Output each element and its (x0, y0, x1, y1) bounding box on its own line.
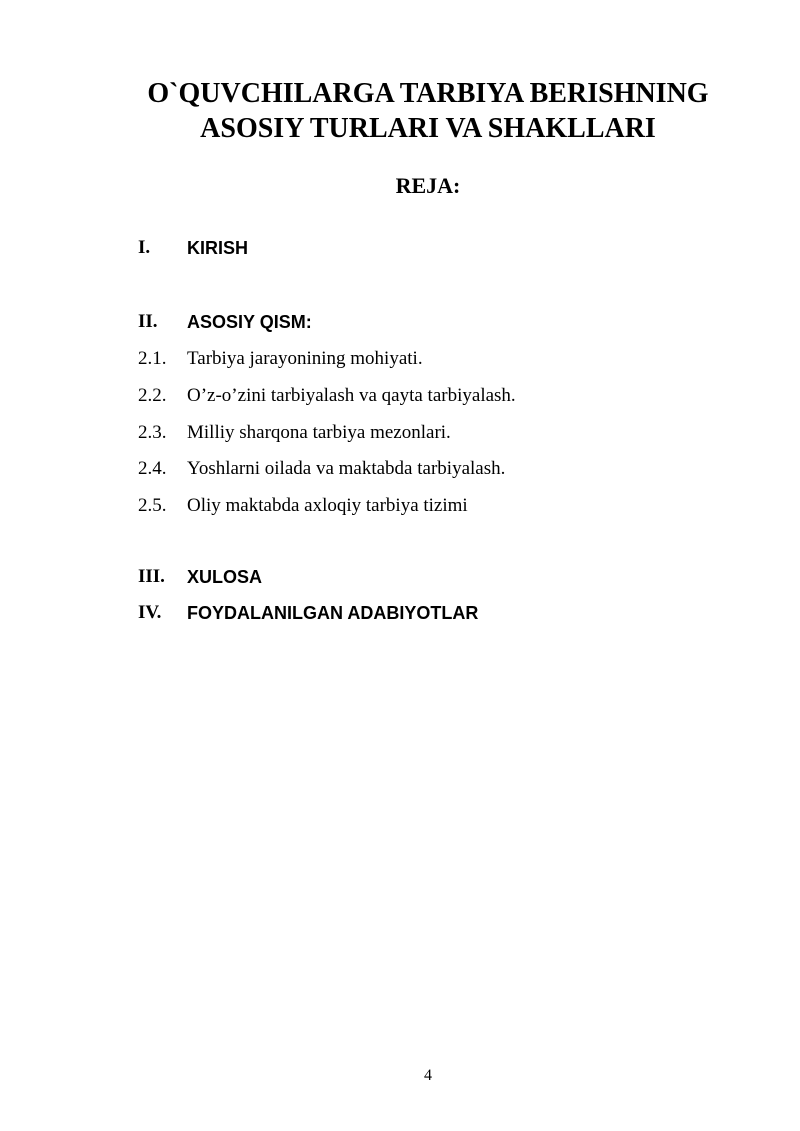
section-title: XULOSA (187, 567, 263, 587)
subitem-text: O’z-o’zini tarbiyalash va qayta tarbiyalash. (187, 385, 516, 406)
document-title (110, 76, 746, 146)
section-number: I. (138, 237, 151, 258)
section-title: ASOSIY QISM: (187, 312, 312, 332)
subitem-text: Yoshlarni oilada va maktabda tarbiyalash. (187, 458, 506, 479)
subitem-number: 2.4. (138, 458, 167, 479)
section-number: IV. (138, 602, 162, 623)
subitem-number: 2.5. (138, 495, 167, 516)
subitem-text: Tarbiya jarayonining mohiyati. (187, 348, 423, 369)
subitem-text: Oliy maktabda axloqiy tarbiya tizimi (187, 495, 468, 516)
plan-heading: REJA: (395, 173, 461, 198)
section-number: III. (138, 566, 165, 587)
section-title: KIRISH (187, 238, 249, 258)
subitem-number: 2.2. (138, 385, 167, 406)
subitem-text: Milliy sharqona tarbiya mezonlari. (187, 422, 451, 443)
subitem-number: 2.1. (138, 348, 167, 369)
section-number: II. (138, 311, 158, 332)
page-number: 4 (424, 1067, 432, 1084)
title-line-2: ASOSIY TURLARI VA SHAKLLARI (200, 113, 656, 144)
section-title: FOYDALANILGAN ADABIYOTLAR (187, 603, 479, 623)
title-line-1: O`QUVCHILARGA TARBIYA BERISHNING (147, 78, 709, 109)
subitem-number: 2.3. (138, 422, 167, 443)
